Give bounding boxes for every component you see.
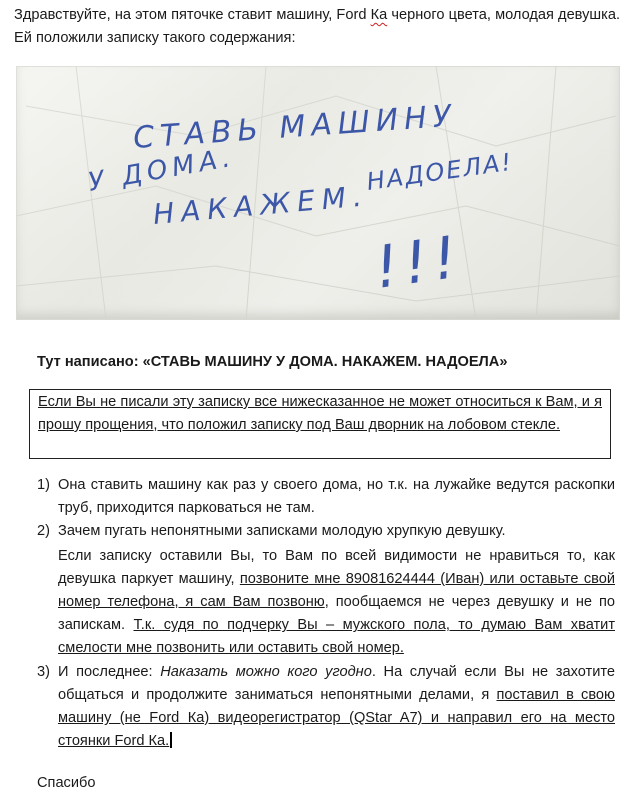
note-handwriting [16, 66, 620, 320]
list-item [0, 474, 615, 520]
note-line-1: СТАВЬ МАШИНУ [132, 98, 459, 156]
intro-ka-word: Ка [370, 7, 388, 23]
intro-text-1: Здравствуйте, на этом пяточке ставит машину, Ford [14, 7, 371, 23]
note-line-2: У ДОМА. [86, 142, 238, 198]
apology-box: Если Вы не писали эту записку все нижесказанное не может относиться к Вам, и я прошу прощения, что положил записку под Ваш дворник на лобовом стекле. [29, 389, 611, 459]
point-1-text: Она ставить машину как раз у своего дома, но т.к. на лужайке ведутся раскопки труб, приходится парковаться не там. [58, 477, 615, 517]
point-2-text: Зачем пугать непонятными записками молодую хрупкую девушку. [58, 523, 506, 540]
caption: Тут написано: «СТАВЬ МАШИНУ У ДОМА. НАКАЖЕМ. НАДОЕЛА» [37, 354, 508, 370]
list-number: 3) [37, 663, 50, 680]
points-list [0, 474, 615, 753]
point-3-text-b: . На случай если Вы не захотите общаться и продолжите заниматься непонятными делами, я [58, 663, 615, 703]
intro-paragraph [14, 4, 620, 50]
point-2-challenge: Т.к. судя по подчерку Вы – мужского пола, то думаю Вам хватит смелости мне позвонить или оставить свой номер. [58, 617, 616, 657]
point-3-italic: Наказать можно кого угодно [160, 663, 372, 680]
list-number: 1) [37, 477, 50, 493]
point-2-phone-request: позвоните мне 89081624444 (Иван) или оставьте свой номер телефона, я сам Вам позвоню [58, 570, 615, 611]
thanks: Спасибо [37, 775, 96, 791]
note-exclamations: !!! [370, 222, 467, 302]
list-number: 2) [37, 523, 50, 540]
point-2-paragraph [58, 545, 615, 661]
handwritten-note-photo [16, 66, 620, 320]
list-item [0, 520, 615, 660]
text-cursor [170, 732, 172, 748]
note-line-3: НАКАЖЕМ. [151, 179, 370, 231]
intro-text-2: черного цвета, молодая девушка. Ей положили записку такого содержания: [14, 7, 620, 46]
point-2-text-b: , пообщаемся не через девушку и не по запискам. [58, 594, 615, 634]
point-3-text-a: И последнее: [58, 663, 161, 680]
point-3-dashcam: поставил в свою машину (не Ford Ка) видеорегистратор (QStar A7) и направил его на место стоянки Ford Ка. [58, 686, 615, 750]
point-2-text-a: Если записку оставили Вы, то Вам по всей видимости не нравиться то, как девушка паркует машину, [58, 547, 615, 587]
list-item [0, 661, 615, 754]
note-line-4: НАДОЕЛА! [364, 147, 515, 196]
